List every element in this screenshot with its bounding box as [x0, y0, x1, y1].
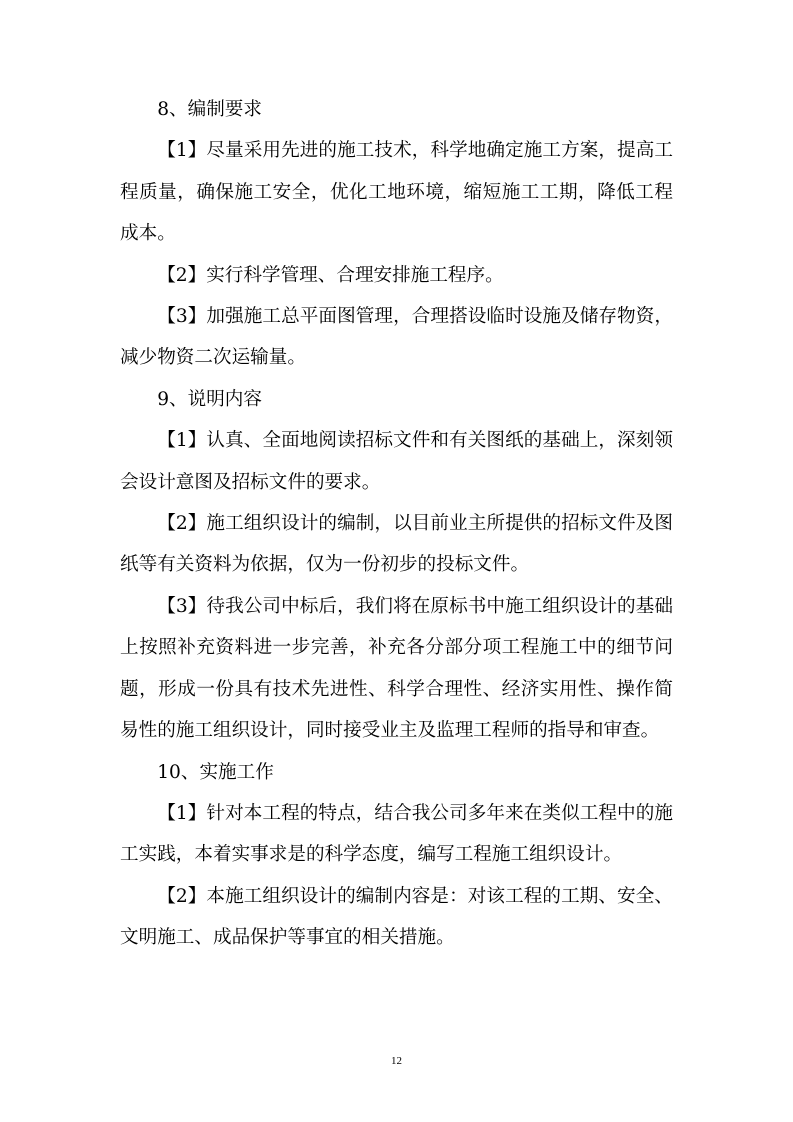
- paragraph: 【2】施工组织设计的编制，以目前业主所提供的招标文件及图纸等有关资料为依据，仅为一份初步的投标文件。: [120, 513, 673, 576]
- paragraph: 【3】待我公司中标后，我们将在原标书中施工组织设计的基础上按照补充资料进一步完善，补充各分部分项工程施工中的细节问题，形成一份具有技术先进性、科学合理性、经济实用性、操作简易性的施工组织设计，同时接受业主及监理工程师的指导和审查。: [120, 595, 673, 742]
- paragraph: 【1】尽量采用先进的施工技术，科学地确定施工方案，提高工程质量，确保施工安全，优化工地环境，缩短施工工期，降低工程成本。: [120, 140, 673, 245]
- document-body: [120, 89, 673, 959]
- section-heading: 8、编制要求: [157, 99, 262, 120]
- paragraph: 【1】认真、全面地阅读招标文件和有关图纸的基础上，深刻领会设计意图及招标文件的要求。: [120, 430, 673, 493]
- paragraph: 【1】针对本工程的特点，结合我公司多年来在类似工程中的施工实践，本着实事求是的科学态度，编写工程施工组织设计。: [120, 802, 673, 866]
- paragraph: 【2】本施工组织设计的编制内容是：对该工程的工期、安全、文明施工、成品保护等事宜的相关措施。: [120, 885, 673, 949]
- section-heading: 9、说明内容: [157, 388, 262, 410]
- paragraph: 【2】实行科学管理、合理安排施工程序。: [157, 264, 504, 286]
- paragraph: 【3】加强施工总平面图管理，合理搭设临时设施及储存物资，减少物资二次运输量。: [120, 306, 673, 369]
- page-number: 12: [391, 1055, 402, 1067]
- section-heading: 10、实施工作: [157, 761, 274, 783]
